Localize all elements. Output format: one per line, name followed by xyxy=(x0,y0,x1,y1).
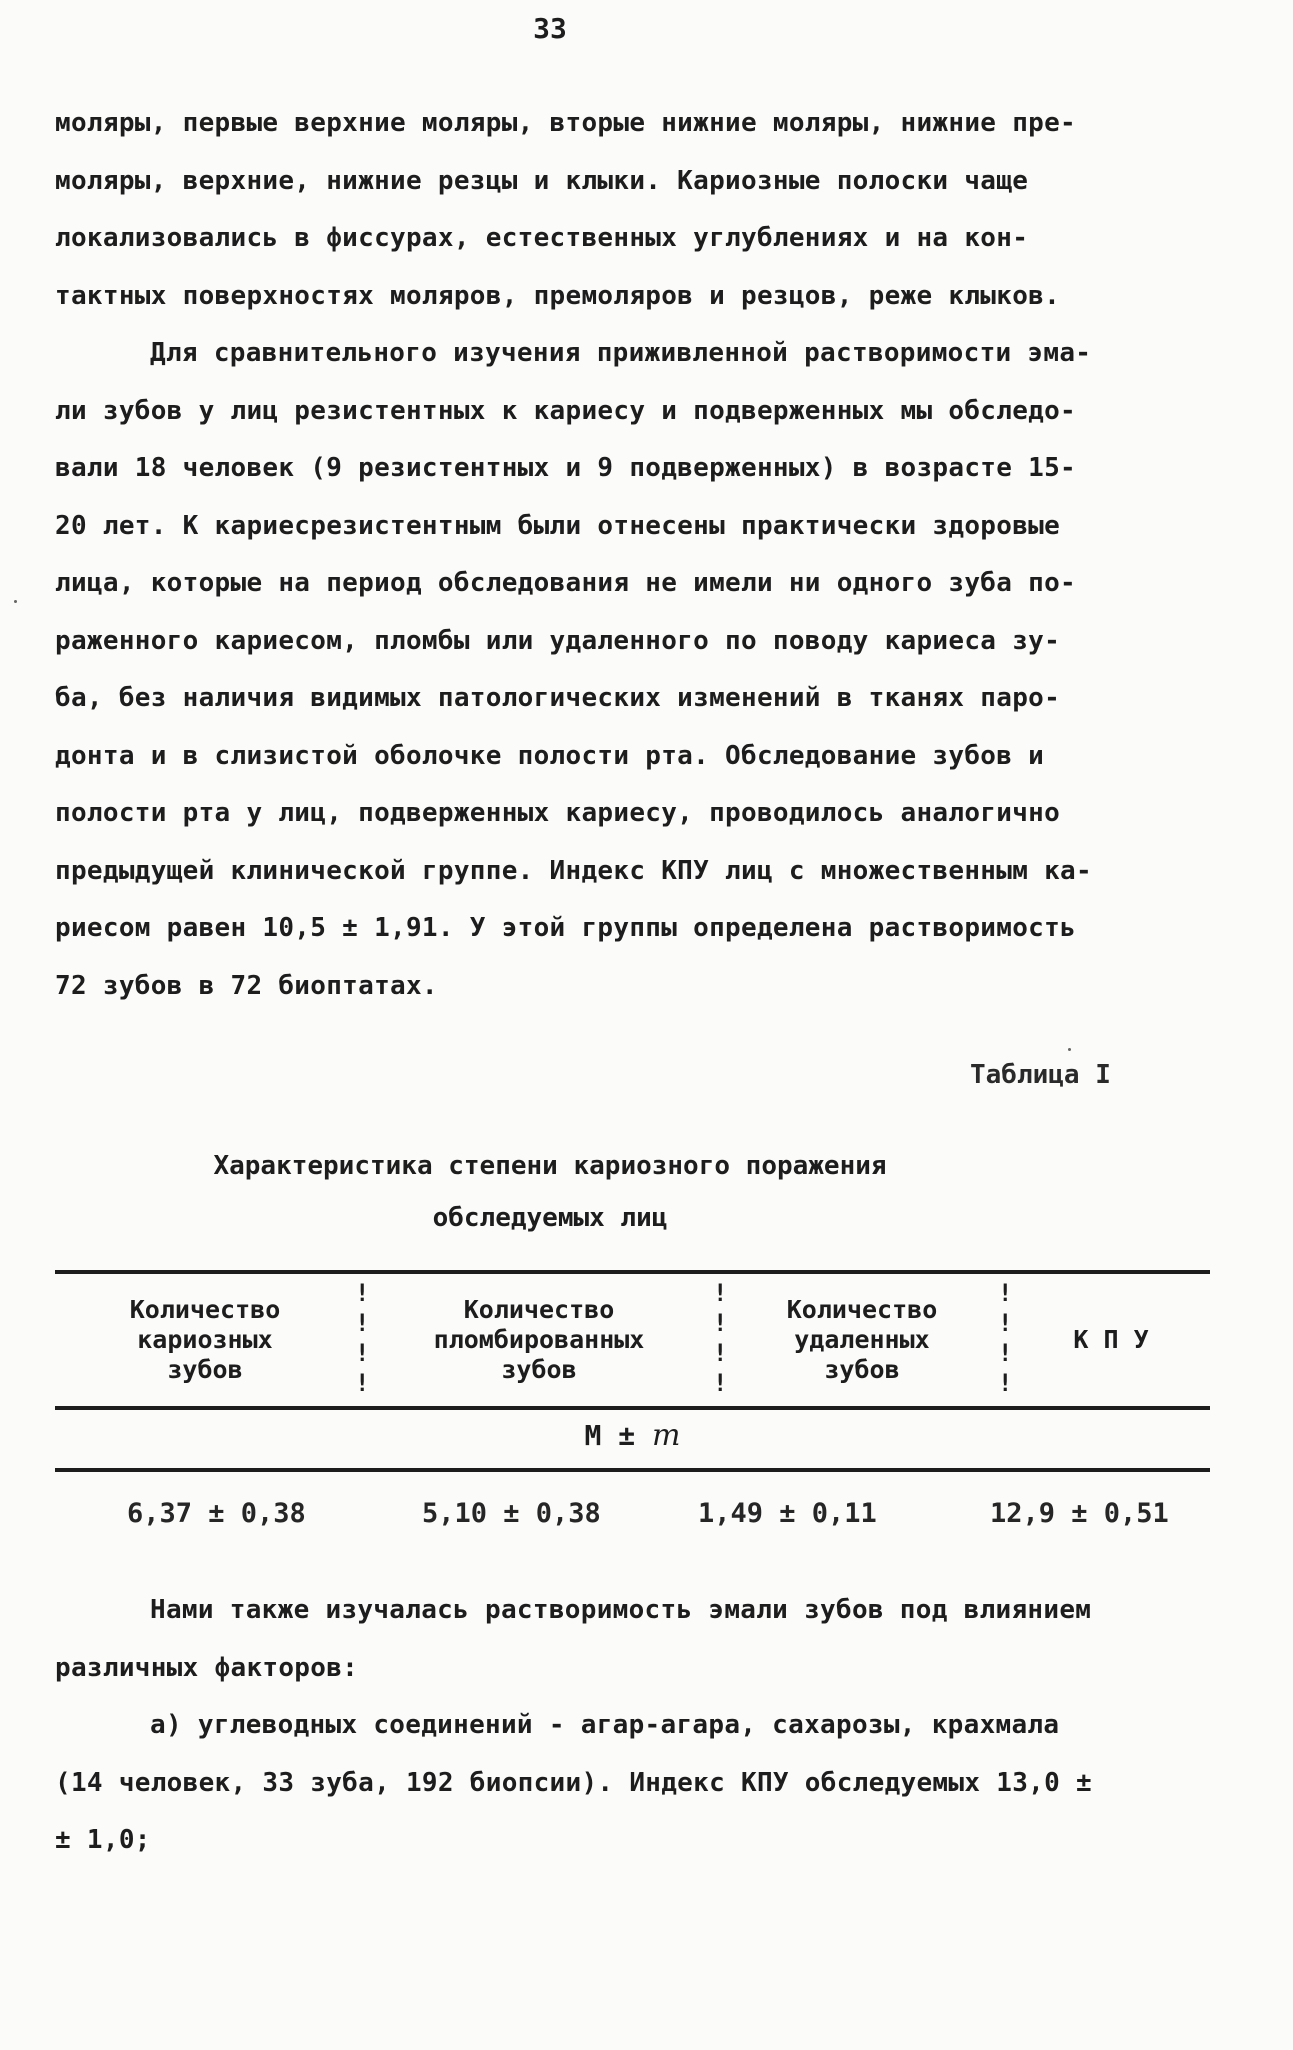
value-filled: 5,10 ± 0,38 xyxy=(422,1498,601,1529)
text-line: риесом равен 10,5 ± 1,91. У этой группы определена растворимость xyxy=(55,913,1077,943)
column-header-carious: Количество кариозных зубов xyxy=(129,1295,281,1384)
text-line: тактных поверхностях моляров, премоляров и резцов, реже клыков. xyxy=(55,280,1061,311)
table-title-line: Характеристика степени кариозного поражения xyxy=(213,1151,887,1181)
table-caption: Таблица I xyxy=(970,1060,1111,1090)
text-line: ли зубов у лиц резистентных к кариесу и подверженных мы обследо- xyxy=(55,395,1077,426)
text-line: лица, которые на период обследования не имели ни одного зуба по- xyxy=(55,568,1077,598)
table-low-rule xyxy=(55,1468,1210,1472)
text-line: вали 18 человек (9 резистентных и 9 подверженных) в возрасте 15- xyxy=(55,453,1077,483)
column-header-kpu: К П У xyxy=(1073,1325,1149,1354)
text-line: предыдущей клинической группе. Индекс КПУ лиц с множественным ка- xyxy=(55,855,1092,886)
value-kpu: 12,9 ± 0,51 xyxy=(990,1498,1169,1529)
table-title-line: обследуемых лиц xyxy=(432,1203,668,1233)
stat-label-m: m xyxy=(651,1418,681,1453)
table-top-rule xyxy=(55,1270,1210,1274)
text-line: моляры, верхние, нижние резцы и клыки. Кариозные полоски чаще xyxy=(55,165,1029,196)
scan-speck xyxy=(14,600,17,603)
stat-label xyxy=(55,1418,1210,1453)
text-line: Для сравнительного изучения приживленной растворимости эма- xyxy=(150,338,1092,368)
stat-label-prefix: M ± xyxy=(584,1419,652,1452)
text-line: различных факторов: xyxy=(55,1652,359,1683)
value-extracted: 1,49 ± 0,11 xyxy=(698,1498,877,1529)
caries-table xyxy=(55,1270,1210,1550)
table-title xyxy=(0,1140,1100,1244)
text-line: 72 зубов в 72 биоптатах. xyxy=(55,970,438,1001)
paragraph-carbohydrates xyxy=(55,1697,1235,1870)
text-line: ± 1,0; xyxy=(55,1825,151,1855)
text-line: ба, без наличия видимых патологических изменений в тканях паро- xyxy=(55,683,1061,713)
paragraph-study-description xyxy=(55,325,1235,1015)
scan-speck xyxy=(1068,1048,1071,1051)
paragraph-factors xyxy=(55,1582,1235,1697)
column-header-extracted: Количество удаленных зубов xyxy=(786,1295,938,1384)
column-separator: ! ! ! ! xyxy=(998,1279,1013,1397)
table-mid-rule xyxy=(55,1406,1210,1410)
column-separator: ! ! ! ! xyxy=(713,1279,728,1397)
text-line: локализовались в фиссурах, естественных углублениях и на кон- xyxy=(55,223,1029,253)
text-line: моляры, первые верхние моляры, вторые нижние моляры, нижние пре- xyxy=(55,108,1077,138)
column-header-filled: Количество пломбированных зубов xyxy=(433,1295,645,1384)
value-carious: 6,37 ± 0,38 xyxy=(127,1498,306,1529)
page-number: 33 xyxy=(533,12,567,45)
text-line: Нами также изучалась растворимость эмали зубов под влиянием xyxy=(150,1595,1092,1625)
paragraph-continuation xyxy=(55,95,1235,325)
text-line: полости рта у лиц, подверженных кариесу, проводилось аналогично xyxy=(55,798,1061,828)
text-line: (14 человек, 33 зуба, 192 биопсии). Индекс КПУ обследуемых 13,0 ± xyxy=(55,1767,1092,1798)
text-line: а) углеводных соединений - агар-агара, сахарозы, крахмала xyxy=(150,1710,1060,1740)
text-line: раженного кариесом, пломбы или удаленного по поводу кариеса зу- xyxy=(55,625,1061,656)
text-line: 20 лет. К кариесрезистентным были отнесены практически здоровые xyxy=(55,510,1061,541)
text-line: донта и в слизистой оболочке полости рта. Обследование зубов и xyxy=(55,740,1045,771)
column-separator: ! ! ! ! xyxy=(355,1279,370,1397)
